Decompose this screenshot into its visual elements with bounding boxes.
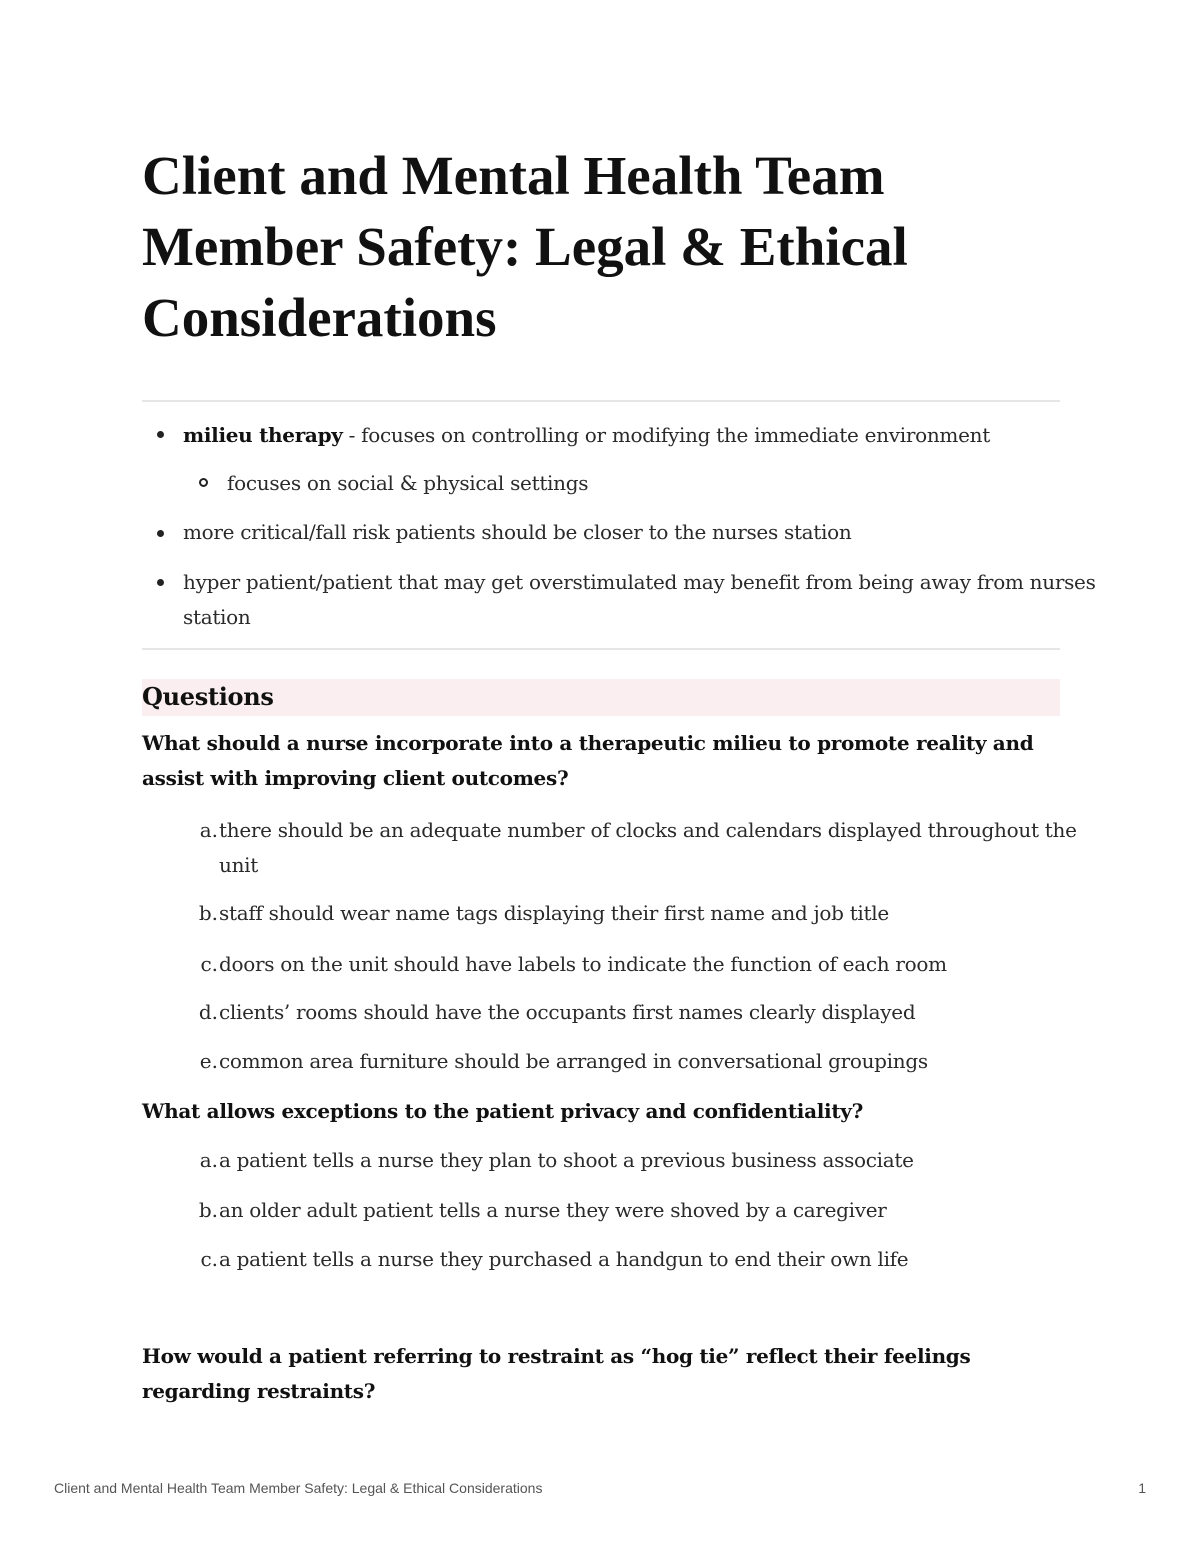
answer-option: a patient tells a nurse they plan to shoot a previous business associate bbox=[219, 1148, 914, 1172]
answer-option: staff should wear name tags displaying their first name and job title bbox=[219, 901, 889, 925]
answer-option: doors on the unit should have labels to indicate the function of each room bbox=[219, 952, 947, 976]
option-marker: d. bbox=[198, 1000, 218, 1024]
page-title: Client and Mental Health Team Member Safety: Legal & Ethical Considerations bbox=[142, 145, 908, 348]
question-2: What allows exceptions to the patient privacy and confidentiality? bbox=[142, 1099, 864, 1123]
answer-option: a patient tells a nurse they purchased a handgun to end their own life bbox=[219, 1247, 909, 1271]
bullet-icon bbox=[157, 579, 164, 586]
answer-option: clients’ rooms should have the occupants first names clearly displayed bbox=[219, 1000, 916, 1024]
note-item: hyper patient/patient that may get overstimulated may benefit from being away from nurses bbox=[183, 570, 1096, 594]
note-item-text: - focuses on controlling or modifying the immediate environment bbox=[342, 423, 990, 447]
questions-heading: Questions bbox=[142, 682, 274, 711]
option-marker: c. bbox=[200, 1247, 218, 1271]
bullet-icon bbox=[157, 530, 164, 537]
note-item-milieu bbox=[183, 418, 990, 452]
term-milieu-therapy: milieu therapy bbox=[183, 423, 343, 447]
footer-title: Client and Mental Health Team Member Safety: Legal & Ethical Considerations bbox=[54, 1480, 543, 1496]
option-marker: b. bbox=[198, 901, 218, 925]
note-subitem: focuses on social & physical settings bbox=[227, 471, 589, 495]
divider bbox=[142, 648, 1060, 650]
sub-bullet-icon bbox=[199, 478, 208, 487]
answer-option: an older adult patient tells a nurse they were shoved by a caregiver bbox=[219, 1198, 887, 1222]
divider bbox=[142, 400, 1060, 402]
page-number: 1 bbox=[1138, 1480, 1146, 1496]
option-marker: a. bbox=[199, 818, 218, 842]
note-item: more critical/fall risk patients should be closer to the nurses station bbox=[183, 520, 852, 544]
note-item-continued: station bbox=[183, 605, 251, 629]
bullet-icon bbox=[157, 431, 164, 438]
option-marker: a. bbox=[199, 1148, 218, 1172]
option-marker: b. bbox=[198, 1198, 218, 1222]
question-3: How would a patient referring to restraint as “hog tie” reflect their feelings regarding restraints? bbox=[142, 1344, 971, 1403]
answer-option: common area furniture should be arranged in conversational groupings bbox=[219, 1049, 928, 1073]
answer-option: there should be an adequate number of clocks and calendars displayed throughout the bbox=[219, 818, 1077, 842]
option-marker: c. bbox=[200, 952, 218, 976]
question-1: What should a nurse incorporate into a therapeutic milieu to promote reality and assist with improving client outcomes? bbox=[142, 731, 1034, 790]
answer-option-continued: unit bbox=[219, 853, 258, 877]
questions-heading-highlight bbox=[142, 679, 1060, 716]
option-marker: e. bbox=[199, 1049, 218, 1073]
